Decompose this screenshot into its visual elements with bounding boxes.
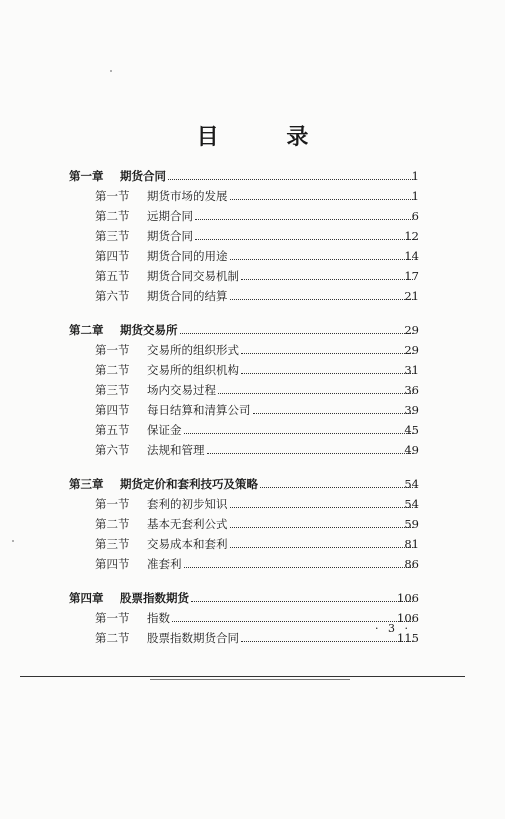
toc-section-row-number: 第三节 bbox=[95, 537, 130, 551]
leader-dots bbox=[230, 507, 414, 508]
paper-speck bbox=[12, 540, 14, 542]
toc-section-row-title: 交易所的组织机构 bbox=[147, 363, 239, 377]
toc-section-row-number: 第四节 bbox=[95, 403, 130, 417]
toc-chapter-row-number: 第一章 bbox=[69, 169, 104, 183]
leader-dots bbox=[230, 547, 414, 548]
toc-chapter-row bbox=[0, 317, 505, 337]
toc-section-row-number: 第五节 bbox=[95, 269, 130, 283]
toc-section-row bbox=[0, 551, 505, 571]
toc-section-row bbox=[0, 491, 505, 511]
toc-section-row-number: 第二节 bbox=[95, 363, 130, 377]
toc-chapter-row-page: 54 bbox=[404, 477, 419, 491]
toc-section-row bbox=[0, 223, 505, 243]
leader-dots bbox=[241, 353, 413, 354]
toc-section-row-page: 29 bbox=[404, 343, 419, 357]
toc-section-row-title: 期货市场的发展 bbox=[147, 189, 228, 203]
leader-dots bbox=[207, 453, 414, 454]
paper-speck bbox=[110, 70, 112, 72]
bottom-rule-secondary bbox=[150, 679, 350, 680]
toc-section-row-title: 期货合同的用途 bbox=[147, 249, 228, 263]
toc-section-row-title: 期货合同 bbox=[147, 229, 193, 243]
toc-section-row-title: 交易成本和套利 bbox=[147, 537, 228, 551]
leader-dots bbox=[241, 279, 413, 280]
toc-section-row-title: 指数 bbox=[147, 611, 170, 625]
toc-section-row-number: 第一节 bbox=[95, 343, 130, 357]
toc-section-row bbox=[0, 337, 505, 357]
toc-section-row-number: 第四节 bbox=[95, 557, 130, 571]
toc-chapter bbox=[0, 163, 505, 303]
toc-section-row-title: 交易所的组织形式 bbox=[147, 343, 239, 357]
toc-chapter-row-page: 106 bbox=[397, 591, 419, 605]
toc-chapter-row-title: 期货合同 bbox=[120, 169, 166, 183]
toc-section-row-title: 期货合同交易机制 bbox=[147, 269, 239, 283]
toc-chapter-row-title: 期货定价和套利技巧及策略 bbox=[120, 477, 258, 491]
toc-section-row-page: 106 bbox=[397, 611, 419, 625]
page-number: · 3 · bbox=[375, 622, 411, 635]
toc-chapter bbox=[0, 585, 505, 645]
toc-section-row-title: 期货合同的结算 bbox=[147, 289, 228, 303]
toc-section-row-page: 1 bbox=[411, 189, 419, 203]
toc-section-row bbox=[0, 203, 505, 223]
toc-section-row-page: 17 bbox=[404, 269, 419, 283]
toc-chapter-row bbox=[0, 585, 505, 605]
toc-section-row-title: 准套利 bbox=[147, 557, 182, 571]
leader-dots bbox=[230, 199, 414, 200]
toc-section-row-title: 场内交易过程 bbox=[147, 383, 216, 397]
toc-section-row-title: 保证金 bbox=[147, 423, 182, 437]
leader-dots bbox=[180, 333, 414, 334]
leader-dots bbox=[230, 527, 414, 528]
toc-section-row-number: 第六节 bbox=[95, 289, 130, 303]
leader-dots bbox=[184, 433, 414, 434]
toc-section-row bbox=[0, 625, 505, 645]
toc-section-row bbox=[0, 263, 505, 283]
toc-section-row-page: 86 bbox=[404, 557, 419, 571]
toc-section-row-number: 第六节 bbox=[95, 443, 130, 457]
toc-chapter-row-number: 第三章 bbox=[69, 477, 104, 491]
toc-section-row-page: 59 bbox=[404, 517, 419, 531]
toc-chapter-row bbox=[0, 471, 505, 491]
toc-section-row bbox=[0, 183, 505, 203]
toc-section-row bbox=[0, 377, 505, 397]
toc-section-row bbox=[0, 357, 505, 377]
toc-section-row-page: 81 bbox=[404, 537, 419, 551]
toc-section-row-title: 股票指数期货合同 bbox=[147, 631, 239, 645]
toc-section-row-page: 21 bbox=[404, 289, 419, 303]
leader-dots bbox=[241, 641, 413, 642]
toc-section-row-page: 6 bbox=[411, 209, 419, 223]
toc-chapter bbox=[0, 471, 505, 571]
toc-section-row bbox=[0, 437, 505, 457]
toc-section-row-page: 45 bbox=[404, 423, 419, 437]
toc-section-row-page: 115 bbox=[397, 631, 419, 645]
leader-dots bbox=[195, 219, 413, 220]
toc-section-row-number: 第二节 bbox=[95, 631, 130, 645]
table-of-contents bbox=[0, 163, 505, 659]
toc-section-row-number: 第三节 bbox=[95, 383, 130, 397]
toc-section-row-number: 第一节 bbox=[95, 611, 130, 625]
toc-section-row-title: 基本无套利公式 bbox=[147, 517, 228, 531]
toc-chapter-row-title: 股票指数期货 bbox=[120, 591, 189, 605]
toc-section-row-page: 31 bbox=[404, 363, 419, 377]
page-title: 目 录 bbox=[196, 124, 339, 150]
leader-dots bbox=[168, 179, 413, 180]
toc-section-row-page: 49 bbox=[404, 443, 419, 457]
toc-chapter-row-number: 第二章 bbox=[69, 323, 104, 337]
toc-section-row-title: 法规和管理 bbox=[147, 443, 205, 457]
toc-section-row-number: 第二节 bbox=[95, 209, 130, 223]
leader-dots bbox=[218, 393, 413, 394]
toc-section-row bbox=[0, 397, 505, 417]
leader-dots bbox=[191, 601, 413, 602]
toc-chapter-row-page: 1 bbox=[411, 169, 419, 183]
toc-section-row-number: 第五节 bbox=[95, 423, 130, 437]
toc-section-row bbox=[0, 511, 505, 531]
toc-chapter-row-page: 29 bbox=[404, 323, 419, 337]
toc-section-row-page: 39 bbox=[404, 403, 419, 417]
toc-chapter-row-title: 期货交易所 bbox=[120, 323, 178, 337]
bottom-rule bbox=[20, 676, 465, 677]
toc-section-row bbox=[0, 605, 505, 625]
leader-dots bbox=[195, 239, 413, 240]
toc-section-row-number: 第一节 bbox=[95, 497, 130, 511]
leader-dots bbox=[184, 567, 414, 568]
toc-section-row bbox=[0, 417, 505, 437]
toc-section-row-number: 第二节 bbox=[95, 517, 130, 531]
toc-section-row bbox=[0, 243, 505, 263]
leader-dots bbox=[230, 299, 414, 300]
toc-section-row-number: 第三节 bbox=[95, 229, 130, 243]
toc-chapter-row bbox=[0, 163, 505, 183]
leader-dots bbox=[230, 259, 414, 260]
toc-chapter-row-number: 第四章 bbox=[69, 591, 104, 605]
toc-section-row-title: 套利的初步知识 bbox=[147, 497, 228, 511]
toc-chapter bbox=[0, 317, 505, 457]
toc-section-row-title: 每日结算和清算公司 bbox=[147, 403, 251, 417]
toc-section-row bbox=[0, 283, 505, 303]
toc-section-row-page: 14 bbox=[404, 249, 419, 263]
toc-section-row-title: 远期合同 bbox=[147, 209, 193, 223]
leader-dots bbox=[241, 373, 413, 374]
toc-section-row-number: 第一节 bbox=[95, 189, 130, 203]
toc-section-row-page: 36 bbox=[404, 383, 419, 397]
toc-section-row-page: 54 bbox=[404, 497, 419, 511]
toc-section-row-number: 第四节 bbox=[95, 249, 130, 263]
toc-section-row bbox=[0, 531, 505, 551]
toc-section-row-page: 12 bbox=[404, 229, 419, 243]
